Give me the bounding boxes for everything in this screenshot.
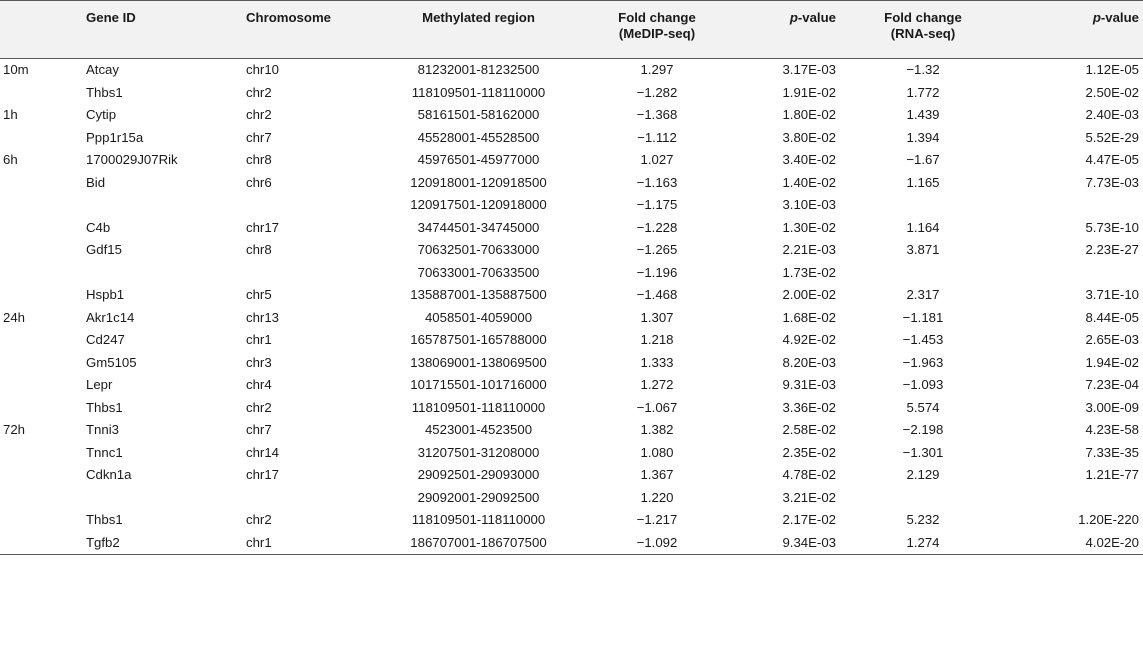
cell-p-value-rna: 5.52E-29 — [1085, 129, 1139, 145]
cell-fold-change-medip: 1.367 — [640, 467, 674, 482]
cell-methylated-region: 120917501-120918000 — [410, 197, 547, 212]
cell-fold-change-medip: 1.272 — [640, 377, 674, 392]
cell-p-value-rna — [1006, 194, 1143, 217]
cell-p-value-rna: 7.73E-03 — [1085, 174, 1139, 190]
cell-p-value-rna: 4.47E-05 — [1085, 152, 1139, 167]
cell-chromosome: chr8 — [246, 152, 272, 167]
cell-methylated-region: 45528001-45528500 — [417, 129, 540, 145]
cell-fold-change-medip: −1.196 — [636, 264, 678, 280]
cell-p-value-rna — [1006, 262, 1143, 285]
cell-chromosome: chr2 — [246, 512, 272, 527]
cell-fold-change-rna: −1.963 — [902, 354, 944, 370]
table-row — [0, 149, 1143, 172]
table-row — [0, 464, 1143, 487]
cell-time-group — [0, 284, 86, 307]
cell-fold-change-rna: −1.301 — [902, 444, 944, 460]
cell-fold-change-medip: −1.092 — [581, 532, 733, 555]
cell-p-value-medip: 3.17E-03 — [782, 62, 836, 77]
cell-methylated-region: 118109501-118110000 — [411, 399, 546, 415]
cell-p-value-medip: 2.58E-02 — [782, 422, 836, 437]
cell-gene-id: Akr1c14 — [86, 309, 135, 325]
cell-fold-change-rna — [840, 487, 1006, 510]
cell-gene-id: C4b — [86, 219, 111, 235]
header-p-value-rna: p-value — [1006, 1, 1143, 59]
cell-fold-change-rna: 1.165 — [906, 174, 940, 190]
cell-gene-id: Gdf15 — [86, 242, 122, 257]
header-fold-change-medip: Fold change (MeDIP-seq) — [581, 1, 733, 59]
cell-chromosome: chr17 — [246, 467, 279, 482]
cell-p-value-medip: 4.78E-02 — [782, 467, 836, 482]
cell-gene-id: Tnnc1 — [86, 444, 123, 460]
cell-methylated-region: 118109501-118110000 — [411, 84, 546, 100]
cell-fold-change-rna: −1.093 — [902, 377, 944, 392]
cell-p-value-medip: 1.73E-02 — [782, 264, 836, 280]
cell-gene-id — [86, 194, 246, 217]
cell-chromosome: chr2 — [246, 107, 272, 122]
cell-fold-change-medip: −1.067 — [636, 399, 678, 415]
cell-gene-id: Thbs1 — [86, 512, 123, 527]
cell-gene-id: Thbs1 — [86, 399, 123, 415]
cell-p-value-medip: 4.92E-02 — [782, 332, 836, 347]
cell-gene-id: 1700029J07Rik — [86, 152, 178, 167]
cell-p-value-rna: 7.23E-04 — [1085, 377, 1139, 392]
cell-methylated-region: 165787501-165788000 — [410, 332, 547, 347]
table-row — [0, 487, 1143, 510]
cell-fold-change-rna: −2.198 — [902, 422, 944, 437]
table-row — [0, 239, 1143, 262]
table-row — [0, 329, 1143, 352]
cell-p-value-rna: 3.00E-09 — [1085, 399, 1139, 415]
table-row — [0, 104, 1143, 127]
cell-p-value-rna: 8.44E-05 — [1085, 309, 1139, 325]
cell-time-group — [0, 509, 86, 532]
cell-fold-change-medip: −1.468 — [636, 287, 678, 302]
cell-p-value-medip: 3.21E-02 — [782, 489, 836, 505]
cell-fold-change-rna: 1.772 — [906, 84, 940, 100]
cell-fold-change-rna: −1.181 — [902, 309, 944, 325]
cell-p-value-rna: 5.73E-10 — [1085, 219, 1139, 235]
cell-p-value-rna: 1.12E-05 — [1085, 62, 1139, 77]
cell-methylated-region: 4058501-4059000 — [424, 309, 533, 325]
cell-gene-id: Tnni3 — [86, 422, 119, 437]
cell-fold-change-rna: 2.317 — [906, 287, 940, 302]
cell-chromosome — [246, 194, 376, 217]
cell-methylated-region: 120918001-120918500 — [410, 174, 547, 190]
cell-fold-change-rna: 5.232 — [906, 512, 940, 527]
cell-chromosome: chr7 — [246, 129, 272, 145]
cell-p-value-rna: 3.71E-10 — [1085, 287, 1139, 302]
cell-methylated-region: 81232001-81232500 — [417, 62, 540, 77]
cell-time-group — [0, 217, 86, 240]
cell-fold-change-medip: −1.368 — [636, 107, 678, 122]
cell-fold-change-medip: 1.080 — [640, 444, 674, 460]
cell-gene-id: Thbs1 — [86, 84, 123, 100]
cell-chromosome: chr8 — [246, 242, 272, 257]
cell-methylated-region: 29092501-29093000 — [417, 467, 540, 482]
cell-time-group — [0, 487, 86, 510]
cell-time-group: 72h — [3, 422, 26, 437]
table-row — [0, 532, 1143, 555]
cell-gene-id: Ppp1r15a — [86, 129, 144, 145]
cell-methylated-region: 29092001-29092500 — [417, 489, 540, 505]
cell-chromosome: chr13 — [246, 309, 279, 325]
cell-chromosome: chr1 — [246, 332, 272, 347]
table-row — [0, 284, 1143, 307]
cell-time-group — [0, 352, 86, 375]
cell-methylated-region: 34744501-34745000 — [417, 219, 540, 235]
cell-chromosome — [246, 262, 376, 285]
cell-p-value-rna: 1.20E-220 — [1078, 512, 1139, 527]
cell-fold-change-rna: −1.32 — [906, 62, 940, 77]
cell-fold-change-medip: −1.163 — [636, 174, 678, 190]
cell-p-value-medip: 2.17E-02 — [782, 512, 836, 527]
cell-time-group — [0, 82, 86, 105]
cell-time-group — [0, 262, 86, 285]
cell-p-value-rna: 1.94E-02 — [1085, 354, 1139, 370]
cell-fold-change-rna: 1.439 — [906, 107, 940, 122]
cell-fold-change-rna: 1.394 — [906, 129, 940, 145]
cell-fold-change-medip: −1.228 — [636, 219, 678, 235]
cell-chromosome — [246, 487, 376, 510]
table-row — [0, 262, 1143, 285]
cell-methylated-region: 31207501-31208000 — [417, 444, 540, 460]
header-group — [0, 1, 86, 59]
cell-p-value-rna: 1.21E-77 — [1085, 467, 1139, 482]
cell-time-group — [0, 397, 86, 420]
cell-time-group: 10m — [3, 62, 29, 77]
header-p-value-medip: p-value — [733, 1, 840, 59]
cell-p-value-rna: 4.23E-58 — [1085, 422, 1139, 437]
cell-methylated-region: 118109501-118110000 — [411, 512, 546, 527]
cell-fold-change-rna: −1.453 — [902, 332, 944, 347]
cell-p-value-rna: 4.02E-20 — [1006, 532, 1143, 555]
cell-time-group — [0, 442, 86, 465]
cell-methylated-region: 4523001-4523500 — [424, 422, 533, 437]
cell-fold-change-rna: 2.129 — [906, 467, 940, 482]
cell-chromosome: chr4 — [246, 377, 272, 392]
table-row — [0, 172, 1143, 195]
cell-methylated-region: 70633001-70633500 — [417, 264, 540, 280]
cell-methylated-region: 135887001-135887500 — [410, 287, 547, 302]
cell-p-value-medip: 8.20E-03 — [782, 354, 836, 370]
cell-chromosome: chr5 — [246, 287, 272, 302]
table-row — [0, 59, 1143, 82]
cell-fold-change-rna — [840, 194, 1006, 217]
cell-fold-change-medip: 1.382 — [640, 422, 674, 437]
cell-p-value-medip: 1.91E-02 — [782, 84, 836, 100]
cell-methylated-region: 58161501-58162000 — [417, 107, 540, 122]
cell-p-value-medip: 1.40E-02 — [782, 174, 836, 190]
cell-p-value-medip: 3.36E-02 — [782, 399, 836, 415]
cell-p-value-rna — [1006, 487, 1143, 510]
table-row — [0, 217, 1143, 240]
table-row — [0, 307, 1143, 330]
cell-fold-change-rna: 1.274 — [840, 532, 1006, 555]
cell-p-value-medip: 3.40E-02 — [782, 152, 836, 167]
cell-gene-id: Lepr — [86, 377, 113, 392]
cell-chromosome: chr6 — [246, 174, 272, 190]
cell-methylated-region: 138069001-138069500 — [410, 354, 547, 370]
cell-gene-id: Tgfb2 — [86, 532, 246, 555]
table-row — [0, 194, 1143, 217]
cell-p-value-rna: 7.33E-35 — [1085, 444, 1139, 460]
header-chromosome: Chromosome — [246, 1, 376, 59]
cell-fold-change-medip: −1.112 — [637, 129, 677, 145]
cell-methylated-region: 186707001-186707500 — [376, 532, 581, 555]
cell-time-group — [0, 194, 86, 217]
cell-p-value-medip: 2.00E-02 — [782, 287, 836, 302]
cell-fold-change-rna: 3.871 — [906, 242, 940, 257]
cell-p-value-medip: 9.31E-03 — [782, 377, 836, 392]
table-row — [0, 82, 1143, 105]
table-row — [0, 352, 1143, 375]
cell-gene-id: Atcay — [86, 62, 119, 77]
cell-gene-id: Cytip — [86, 107, 117, 122]
cell-p-value-medip: 2.21E-03 — [782, 242, 836, 257]
cell-fold-change-medip: 1.333 — [640, 354, 674, 370]
cell-p-value-rna: 2.40E-03 — [1085, 107, 1139, 122]
cell-time-group — [0, 127, 86, 150]
cell-gene-id — [86, 262, 246, 285]
cell-methylated-region: 101715501-101716000 — [410, 377, 547, 392]
table-row — [0, 509, 1143, 532]
cell-fold-change-medip: 1.220 — [640, 489, 674, 505]
cell-chromosome: chr10 — [246, 62, 279, 77]
cell-p-value-medip: 3.80E-02 — [782, 129, 836, 145]
cell-gene-id: Hspb1 — [86, 287, 125, 302]
cell-fold-change-medip: −1.282 — [636, 84, 678, 100]
cell-chromosome: chr7 — [246, 422, 272, 437]
cell-time-group — [0, 532, 86, 555]
cell-chromosome: chr17 — [246, 219, 279, 235]
cell-p-value-medip: 9.34E-03 — [733, 532, 840, 555]
cell-gene-id — [86, 487, 246, 510]
cell-time-group — [0, 239, 86, 262]
cell-fold-change-rna: −1.67 — [906, 152, 940, 167]
cell-p-value-medip: 1.80E-02 — [782, 107, 836, 122]
cell-gene-id: Cdkn1a — [86, 467, 132, 482]
cell-fold-change-rna — [840, 262, 1006, 285]
cell-time-group — [0, 464, 86, 487]
cell-fold-change-medip: 1.297 — [640, 62, 674, 77]
cell-p-value-medip: 1.30E-02 — [782, 219, 836, 235]
table-row — [0, 442, 1143, 465]
cell-methylated-region: 70632501-70633000 — [417, 242, 540, 257]
cell-time-group: 1h — [3, 107, 18, 122]
cell-methylated-region: 45976501-45977000 — [417, 152, 540, 167]
table-row — [0, 419, 1143, 442]
cell-chromosome: chr1 — [246, 532, 376, 555]
cell-time-group — [0, 374, 86, 397]
cell-chromosome: chr3 — [246, 354, 272, 370]
table-row — [0, 397, 1143, 420]
cell-fold-change-medip: 1.218 — [640, 332, 674, 347]
table-row — [0, 374, 1143, 397]
header-methylated-region: Methylated region — [376, 1, 581, 59]
cell-gene-id: Cd247 — [86, 332, 125, 347]
cell-p-value-rna: 2.50E-02 — [1085, 84, 1139, 100]
cell-fold-change-medip: −1.265 — [636, 242, 678, 257]
cell-p-value-medip: 2.35E-02 — [782, 444, 836, 460]
table-header-row — [0, 1, 1143, 59]
cell-chromosome: chr14 — [246, 444, 279, 460]
cell-p-value-medip: 3.10E-03 — [782, 197, 836, 212]
cell-time-group: 24h — [3, 309, 26, 325]
cell-gene-id: Bid — [86, 174, 106, 190]
table-row — [0, 127, 1143, 150]
cell-fold-change-medip: 1.307 — [640, 309, 674, 325]
cell-p-value-rna: 2.65E-03 — [1085, 332, 1139, 347]
cell-p-value-medip: 1.68E-02 — [782, 309, 836, 325]
cell-gene-id: Gm5105 — [86, 354, 137, 370]
cell-chromosome: chr2 — [246, 399, 272, 415]
header-gene-id: Gene ID — [86, 1, 246, 59]
cell-time-group — [0, 172, 86, 195]
cell-fold-change-medip: −1.217 — [636, 512, 678, 527]
cell-fold-change-medip: 1.027 — [640, 152, 674, 167]
cell-p-value-rna: 2.23E-27 — [1085, 242, 1139, 257]
cell-fold-change-rna: 5.574 — [906, 399, 940, 415]
cell-chromosome: chr2 — [246, 84, 272, 100]
table-body — [0, 59, 1143, 555]
header-fold-change-rna: Fold change (RNA-seq) — [840, 1, 1006, 59]
cell-fold-change-rna: 1.164 — [906, 219, 940, 235]
cell-time-group — [0, 329, 86, 352]
cell-fold-change-medip: −1.175 — [636, 197, 678, 212]
cell-time-group: 6h — [3, 152, 18, 167]
